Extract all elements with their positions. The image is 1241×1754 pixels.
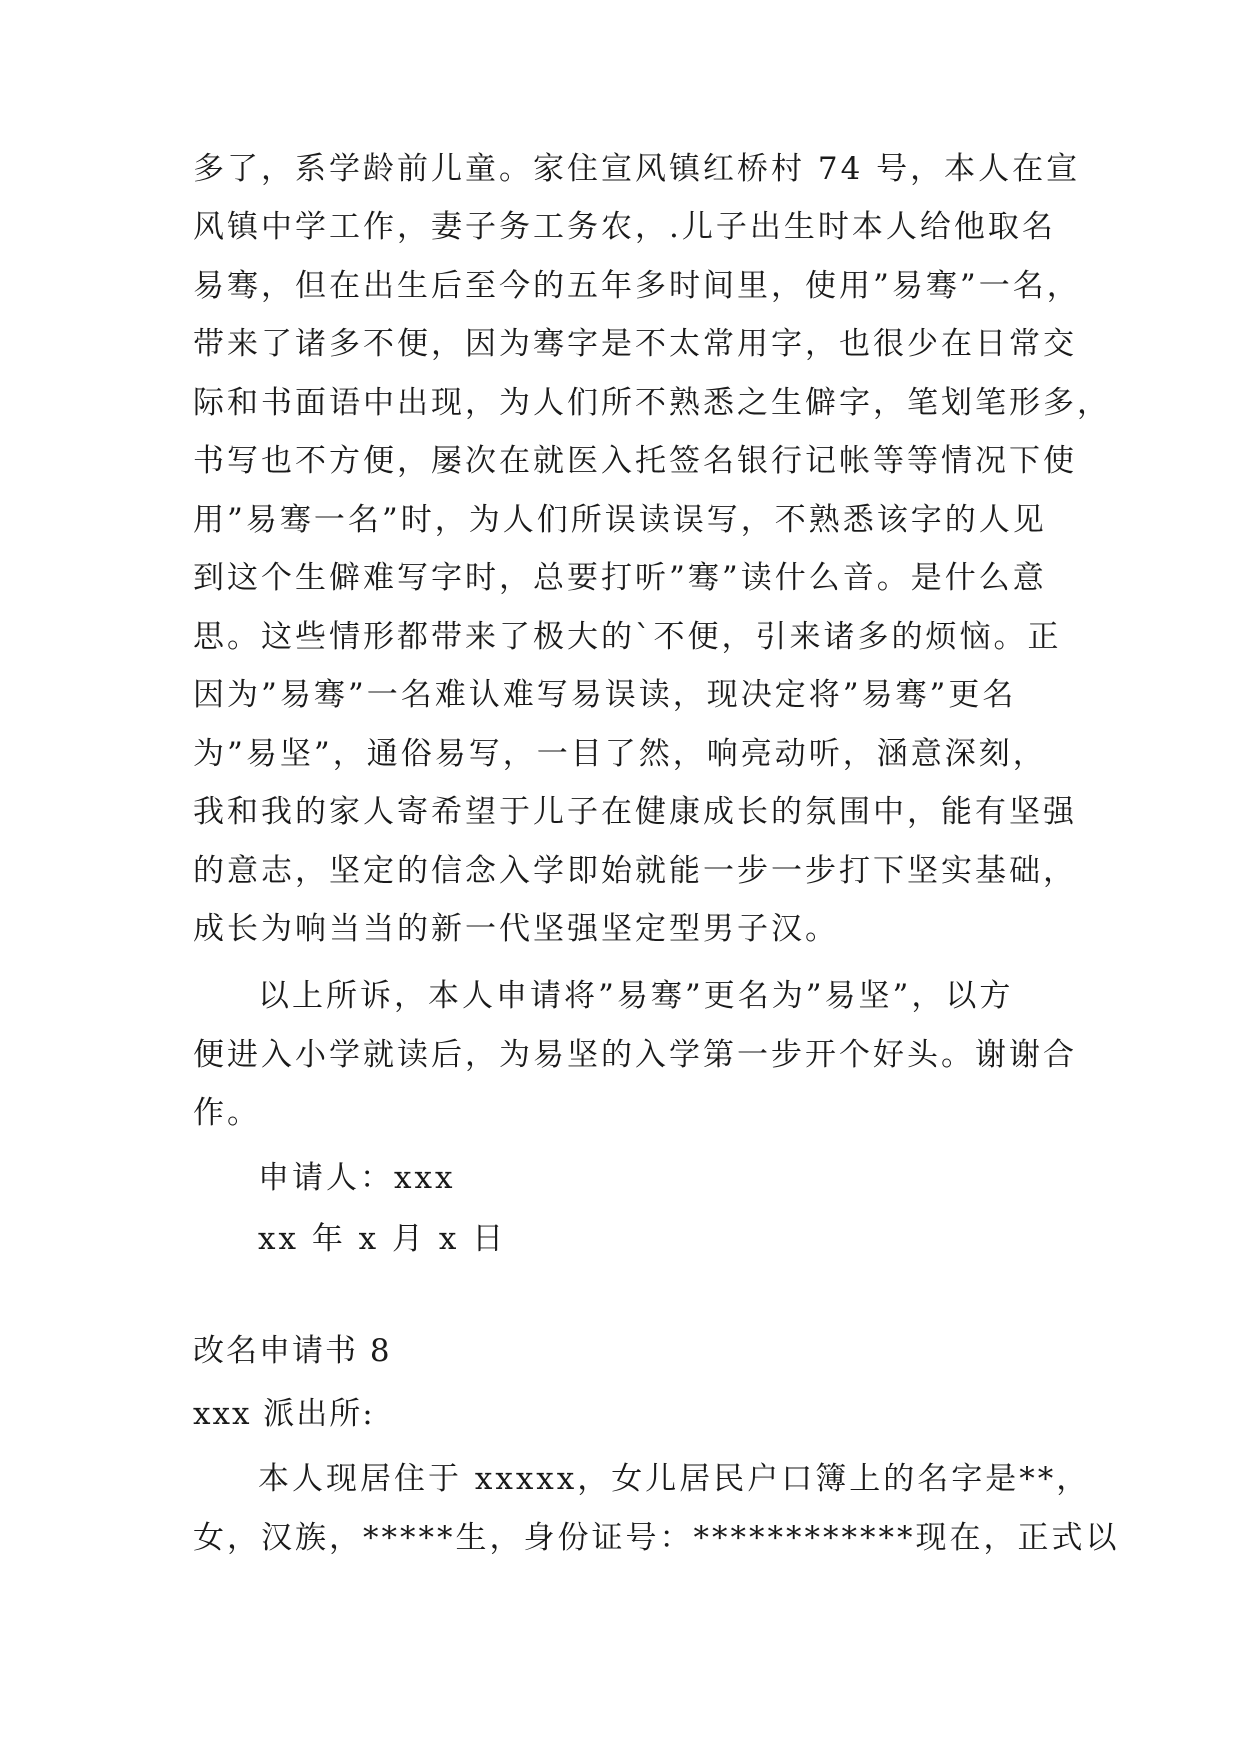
date-line: xx 年 x 月 x 日: [258, 1221, 507, 1257]
body-text-line: 我和我的家人寄希望于儿子在健康成长的氛围中，能有坚强: [193, 794, 1077, 830]
conclusion-text-line: 以上所诉，本人申请将”易骞”更名为”易坚”，以方: [258, 978, 1014, 1014]
conclusion-text-line: 作。: [193, 1095, 261, 1131]
body-text-line: 带来了诸多不便，因为骞字是不太常用字，也很少在日常交: [193, 326, 1077, 362]
body-text-line: 际和书面语中出现，为人们所不熟悉之生僻字，笔划笔形多，: [193, 385, 1111, 421]
section-body-line: 女，汉族，*****生，身份证号：************现在，正式以: [193, 1520, 1120, 1556]
body-text-line: 易骞，但在出生后至今的五年多时间里，使用”易骞”一名，: [193, 268, 1081, 304]
conclusion-text-line: 便进入小学就读后，为易坚的入学第一步开个好头。谢谢合: [193, 1037, 1077, 1073]
body-text-line: 风镇中学工作，妻子务工务农，.儿子出生时本人给他取名: [193, 209, 1056, 245]
body-text-line: 为”易坚”，通俗易写，一目了然，响亮动听，涵意深刻，: [193, 736, 1047, 772]
section-title: 改名申请书 8: [193, 1333, 392, 1369]
body-text-line: 成长为响当当的新一代坚强坚定型男子汉。: [193, 911, 839, 947]
applicant-line: 申请人：xxx: [258, 1160, 456, 1196]
body-text-line: 思。这些情形都带来了极大的`不便，引来诸多的烦恼。正: [193, 619, 1062, 655]
body-text-line: 到这个生僻难写字时，总要打听”骞”读什么音。是什么意: [193, 560, 1047, 596]
body-text-line: 书写也不方便，屡次在就医入托签名银行记帐等等情况下使: [193, 443, 1077, 479]
body-text-line: 用”易骞一名”时，为人们所误读误写，不熟悉该字的人见: [193, 502, 1047, 538]
addressee-line: xxx 派出所:: [193, 1396, 375, 1432]
body-text-line: 的意志，坚定的信念入学即始就能一步一步打下坚实基础，: [193, 853, 1077, 889]
body-text-line: 多了，系学龄前儿童。家住宣风镇红桥村 74 号，本人在宣: [193, 151, 1081, 187]
body-text-line: 因为”易骞”一名难认难写易误读，现决定将”易骞”更名: [193, 677, 1017, 713]
section-body-line: 本人现居住于 xxxxx，女儿居民户口簿上的名字是**，: [258, 1461, 1091, 1497]
